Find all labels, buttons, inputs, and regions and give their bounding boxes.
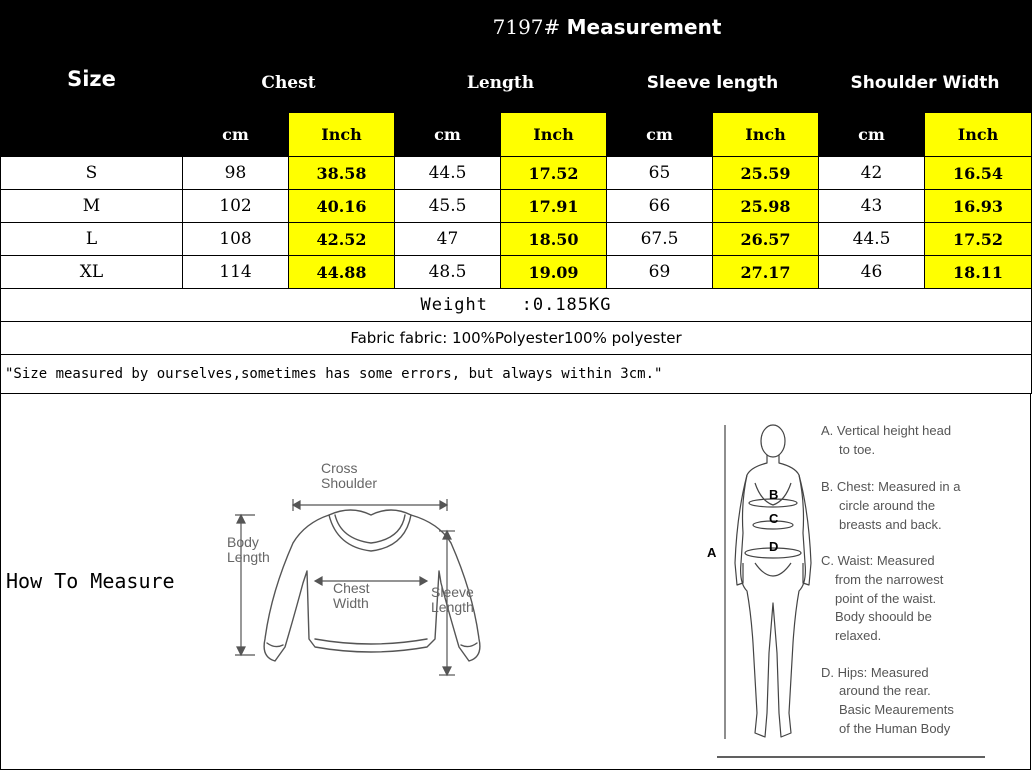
note-line: circle around the [839,498,936,513]
unit-inch: Inch [501,113,607,157]
title-code: 7197# [492,14,561,39]
letter-a: A [707,545,717,560]
size-cell: XL [1,256,183,289]
value-cell: 102 [183,190,289,223]
size-cell: M [1,190,183,223]
table-row [1,157,1032,190]
table-title [183,1,1032,53]
letter-d: D [769,539,779,554]
label-width: Width [333,595,369,611]
value-cell: 108 [183,223,289,256]
value-cell: 45.5 [395,190,501,223]
value-cell: 44.5 [819,223,925,256]
value-cell: 27.17 [713,256,819,289]
note-line: breasts and back. [839,517,942,532]
value-cell: 44.5 [395,157,501,190]
value-cell: 40.16 [289,190,395,223]
value-cell: 25.59 [713,157,819,190]
value-cell: 65 [607,157,713,190]
value-cell: 16.93 [925,190,1032,223]
label-sleeve: Sleeve [431,584,474,600]
arrow-head [420,577,427,585]
label-body-length: Length [227,549,270,565]
unit-inch: Inch [925,113,1032,157]
value-cell: 46 [819,256,925,289]
value-cell: 98 [183,157,289,190]
value-cell: 69 [607,256,713,289]
unit-cm: cm [819,113,925,157]
arrow-head [440,501,447,509]
col-header-chest: Chest [183,53,395,113]
value-cell: 42.52 [289,223,395,256]
value-cell: 16.54 [925,157,1032,190]
note-line: B. Chest: Measured in a [821,479,961,494]
label-shoulder: Shoulder [321,475,378,491]
note-line: from the narrowest [835,572,944,587]
value-cell: 67.5 [607,223,713,256]
label-chest: Chest [333,580,370,596]
table-row [1,223,1032,256]
note-line: D. Hips: Measured [821,665,929,680]
figure-brief [755,563,791,576]
col-header-length: Length [395,53,607,113]
col-header-shoulder-width: Shoulder Width [819,53,1032,113]
sweater-collar-inner [335,515,405,543]
value-cell: 18.50 [501,223,607,256]
label-body: Body [227,534,259,550]
letter-c: C [769,511,779,526]
sweater-hem [315,639,427,644]
value-cell: 25.98 [713,190,819,223]
unit-inch: Inch [713,113,819,157]
size-cell: S [1,157,183,190]
value-cell: 17.91 [501,190,607,223]
value-cell: 114 [183,256,289,289]
unit-cm: cm [183,113,289,157]
body-figure-diagram [707,413,1001,763]
unit-cm: cm [395,113,501,157]
note-line: point of the waist. [835,591,937,606]
table-row [1,256,1032,289]
figure-head [761,425,785,457]
how-to-measure-panel [0,393,1031,770]
arrow-head [237,515,245,523]
sweater-cuff-left [267,643,283,647]
arrow-head [443,667,451,675]
value-cell: 43 [819,190,925,223]
tolerance-note: "Size measured by ourselves,sometimes has some errors, but always within 3cm." [1,355,1032,394]
note-line: to toe. [839,442,876,457]
table-row [1,190,1032,223]
unit-cm: cm [607,113,713,157]
value-cell: 48.5 [395,256,501,289]
col-header-sleeve-length: Sleeve length [607,53,819,113]
how-to-measure-label: How To Measure [6,569,175,593]
note-line: Basic Meaurements [839,702,954,717]
value-cell: 42 [819,157,925,190]
title-word: Measurement [566,14,722,39]
value-cell: 47 [395,223,501,256]
sweater-sketch [211,443,511,723]
value-cell: 44.88 [289,256,395,289]
value-cell: 17.52 [501,157,607,190]
arrow-head [315,577,322,585]
unit-inch: Inch [289,113,395,157]
letter-b: B [769,487,779,502]
note-line: A. Vertical height head [821,423,952,438]
note-line: C. Waist: Measured [821,553,935,568]
label-cross: Cross [321,460,358,476]
label-sleeve-length: Length [431,599,474,615]
weight-row: Weight :0.185KG [1,289,1032,322]
value-cell: 66 [607,190,713,223]
arrow-head [237,647,245,655]
note-line: relaxed. [835,628,882,643]
note-line: around the rear. [839,683,931,698]
value-cell: 38.58 [289,157,395,190]
value-cell: 18.11 [925,256,1032,289]
sweater-cuff-right [461,643,477,647]
value-cell: 17.52 [925,223,1032,256]
size-cell: L [1,223,183,256]
fabric-row: Fabric fabric: 100%Polyester100% polyester [1,322,1032,355]
value-cell: 19.09 [501,256,607,289]
note-line: of the Human Body [839,721,951,736]
arrow-head [293,501,300,509]
sweater-collar [329,515,411,551]
value-cell: 26.57 [713,223,819,256]
size-header: Size [1,1,183,157]
note-line: Body shoould be [835,609,932,624]
